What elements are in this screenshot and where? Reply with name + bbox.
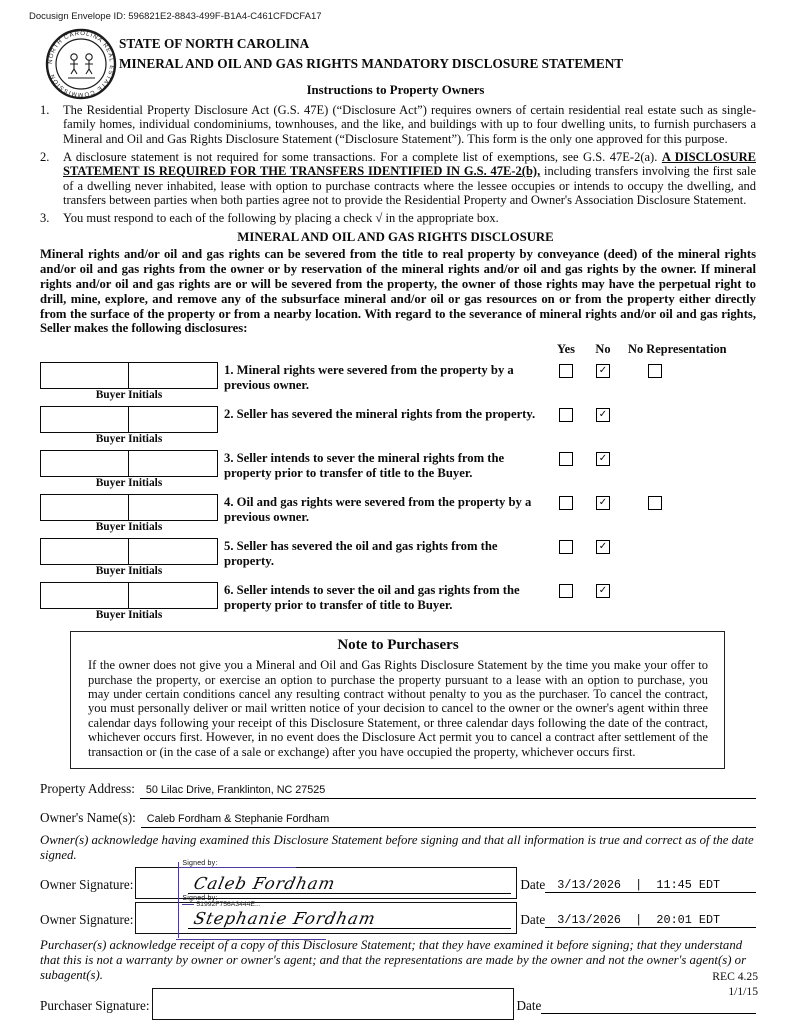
no-checkbox[interactable]: ✓ (596, 540, 610, 554)
docusign-signed-by-label: Signed by: (182, 860, 218, 868)
buyer-initials-box[interactable] (128, 406, 218, 433)
purchaser-signature-field-1[interactable] (152, 988, 514, 1020)
item-number: 3. (40, 210, 50, 225)
property-address-row (40, 781, 756, 799)
buyer-initials-cell (40, 492, 224, 533)
state-title: STATE OF NORTH CAROLINA (119, 36, 310, 51)
owner-signature-label: Owner Signature: (40, 912, 134, 928)
buyer-initials-label: Buyer Initials (95, 609, 163, 622)
item-text (63, 150, 756, 208)
docusign-bracket-line (178, 897, 179, 938)
form-revision-footer (712, 969, 758, 999)
owner-signature-row-2 (40, 895, 756, 934)
table-row (40, 448, 756, 489)
property-address-label: Property Address: (40, 781, 135, 797)
owner-date-value-2: 3/13/2026 | 20:01 EDT (557, 913, 721, 928)
svg-text:NORTH CAROLINA REAL ESTATE COM: NORTH CAROLINA REAL ESTATE COMMISSION (47, 30, 115, 98)
buyer-initials-cell (40, 580, 224, 621)
purchaser-acknowledgement: Purchaser(s) acknowledge receipt of a copy of this Disclosure Statement; that they have examined it before signing; that they understand that this is not a warranty by owner or owner's agent; and that the representations are made by the owner and not the owner's agent(s) or subagent(s). (40, 938, 747, 982)
table-row (40, 360, 756, 401)
docusign-envelope-id: Docusign Envelope ID: 596821E2-8843-499F-B1A4-C461CFDCFA17 (29, 11, 322, 22)
buyer-initials-box[interactable] (40, 538, 130, 565)
buyer-initials-label: Buyer Initials (95, 521, 163, 534)
note-body: If the owner does not give you a Mineral and Oil and Gas Rights Disclosure Statement by the time you make your offer to purchase the property, or exercise an option to purchase the property pursuant to a lease with an option to purchase, you may under certain conditions cancel any resulting contract without penalty to you as the purchaser. To cancel the contract, you must personally deliver or mail written notice of your decision to cancel to the owner or the owner's agent within three calendar days following your receipt of this Disclosure Statement, or three calendar days following the date of the contract, whichever occurs first. However, in no event does the Disclosure Act permit you to cancel a contract after settlement of the transaction or (in the case of a sale or exchange) after you have occupied the property, whichever occurs first. (88, 658, 708, 759)
item-text: The Residential Property Disclosure Act (G.S. 47E) (“Disclosure Act”) requires owners of certain residential real estate such as single-family homes, individual condominiums, townhouses, and the like, and buildings with up to four dwelling units, to furnish purchasers a Mineral and Oil and Gas Rights Disclosure Statement (“Disclosure Statement”). This form is the only one approved for this purpose. (63, 102, 756, 146)
no-checkbox[interactable]: ✓ (596, 496, 610, 510)
purchaser-signature-label: Purchaser Signature: (40, 998, 150, 1014)
no-checkbox[interactable]: ✓ (596, 364, 610, 378)
owner-signature-2: Stephanie Fordham (192, 909, 379, 929)
signature-baseline (188, 928, 511, 929)
disclosure-question: 5. Seller has severed the oil and gas rights from the property. (224, 539, 498, 568)
disclosure-matrix (40, 342, 756, 621)
buyer-initials-box[interactable] (128, 538, 218, 565)
yes-checkbox[interactable] (559, 584, 573, 598)
disclosure-intro: Mineral rights and/or oil and gas rights can be severed from the title to real property by conveyance (deed) of the mineral rights and/or oil and gas rights from the owner or by reservation of the mineral rights and/or oil and gas rights by the owner. If mineral rights and/or oil and gas rights are or will be severed from the property, the owner of those rights may have the perpetual right to drill, mine, explore, and remove any of the subsurface mineral and/or oil or gas resources on or from the property either directly from the surface of the property or from a nearby location. With regard to the severance of mineral rights and/or oil and gas rights, Seller makes the following disclosures: (40, 247, 756, 336)
date-label: Date (520, 877, 546, 893)
docusign-id-code (182, 901, 260, 908)
instruction-item-3 (40, 211, 756, 226)
owners-name-label: Owner's Name(s): (40, 810, 136, 826)
buyer-initials-box[interactable] (40, 494, 130, 521)
owner-acknowledgement: Owner(s) acknowledge having examined this Disclosure Statement before signing and that all information is true and correct as of the date signed. (40, 833, 754, 862)
owner-date-line-2[interactable] (545, 911, 756, 928)
owners-name-row (40, 810, 756, 828)
owner-signature-1: Caleb Fordham (192, 874, 338, 894)
disclosure-question: 1. Mineral rights were severed from the property by a previous owner. (224, 363, 514, 392)
purchaser-signature-row-1 (40, 983, 756, 1020)
docusign-signed-by-label: Signed by: (182, 895, 218, 903)
buyer-initials-box[interactable] (40, 450, 130, 477)
no-checkbox[interactable]: ✓ (596, 452, 610, 466)
col-header-no: No (595, 342, 611, 357)
disclosure-question: 6. Seller intends to sever the oil and gas rights from the property prior to transfer of title to Buyer. (224, 583, 520, 612)
signature-baseline (188, 893, 511, 894)
buyer-initials-box[interactable] (40, 406, 130, 433)
buyer-initials-box[interactable] (128, 450, 218, 477)
instruction-item-1 (40, 103, 756, 147)
buyer-initials-box[interactable] (40, 362, 130, 389)
docusign-id-text: 51992F756A3444E... (196, 901, 261, 909)
buyer-initials-label: Buyer Initials (95, 433, 163, 446)
date-label: Date (516, 998, 542, 1014)
note-to-purchasers-box (70, 631, 725, 769)
item-text: You must respond to each of the following by placing a check √ in the appropriate box. (63, 210, 499, 225)
buyer-initials-label: Buyer Initials (95, 565, 163, 578)
yes-checkbox[interactable] (559, 452, 573, 466)
form-title-block (119, 34, 755, 74)
no-checkbox[interactable]: ✓ (596, 584, 610, 598)
disclosure-question: 4. Oil and gas rights were severed from the property by a previous owner. (224, 495, 532, 524)
table-row (40, 404, 756, 445)
disclosure-heading: MINERAL AND OIL AND GAS RIGHTS DISCLOSURE (237, 230, 554, 245)
buyer-initials-label: Buyer Initials (95, 389, 163, 402)
matrix-header (40, 342, 756, 357)
item-text-emphasis: A DISCLOSURE STATEMENT IS REQUIRED FOR THE TRANSFERS IDENTIFIED IN G.S. 47E-2(b), (63, 149, 756, 179)
disclosure-question: 3. Seller intends to sever the mineral rights from the property prior to transfer of title to the Buyer. (224, 451, 505, 480)
owner-date-line-1[interactable] (545, 876, 756, 893)
item-number: 1. (40, 102, 50, 117)
rec-date: 1/1/15 (728, 985, 758, 999)
note-title: Note to Purchasers (337, 637, 459, 654)
buyer-initials-cell (40, 448, 224, 489)
docusign-bracket-line (178, 867, 296, 868)
col-header-yes: Yes (557, 342, 575, 357)
buyer-initials-cell (40, 360, 224, 401)
disclosure-question: 2. Seller has severed the mineral rights from the property. (224, 407, 536, 422)
buyer-initials-label: Buyer Initials (95, 477, 163, 490)
buyer-initials-cell (40, 404, 224, 445)
docusign-bracket-line (182, 904, 194, 905)
instructions-heading: Instructions to Property Owners (306, 82, 485, 97)
item-text-post: including transfers involving the first sale of a dwelling never inhabited, lease with option to purchase contracts where the lessee occupies or intends to occupy the dwelling, and transfers between parties when both parties agree not to provide the Residential Property and Owner's Association Disclosure Statement. (63, 164, 757, 208)
owner-signature-row-1 (40, 860, 756, 899)
nc-real-estate-commission-seal (44, 26, 118, 107)
date-label: Date (520, 912, 546, 928)
item-number: 2. (40, 149, 50, 164)
yes-checkbox[interactable] (559, 408, 573, 422)
seal-figures-icon (68, 54, 95, 78)
owner-date-value-1: 3/13/2026 | 11:45 EDT (557, 878, 721, 893)
owners-name-input[interactable]: Caleb Fordham & Stephanie Fordham (141, 813, 756, 828)
table-row (40, 536, 756, 577)
no-checkbox[interactable]: ✓ (596, 408, 610, 422)
item-text-pre: A disclosure statement is not required for some transactions. For a complete list of exemptions, see G.S. 47E-2(a). (63, 149, 662, 164)
col-header-no-representation: No Representation (628, 342, 727, 357)
no-representation-checkbox[interactable] (648, 364, 662, 378)
property-address-input[interactable]: 50 Lilac Drive, Franklinton, NC 27525 (140, 784, 756, 799)
owner-signature-field-2[interactable] (135, 895, 517, 934)
instruction-item-2 (40, 150, 756, 208)
yes-checkbox[interactable] (559, 364, 573, 378)
form-title: MINERAL AND OIL AND GAS RIGHTS MANDATORY DISCLOSURE STATEMENT (119, 55, 624, 71)
yes-checkbox[interactable] (559, 496, 573, 510)
buyer-initials-cell (40, 536, 224, 577)
buyer-initials-box[interactable] (128, 362, 218, 389)
instructions-list (40, 103, 756, 226)
buyer-initials-box[interactable] (128, 494, 218, 521)
table-row (40, 580, 756, 621)
buyer-initials-box[interactable] (40, 582, 130, 609)
owner-signature-label: Owner Signature: (40, 877, 134, 893)
yes-checkbox[interactable] (559, 540, 573, 554)
no-representation-checkbox[interactable] (648, 496, 662, 510)
rec-number: REC 4.25 (712, 970, 758, 983)
purchaser-date-line-1[interactable] (541, 997, 756, 1014)
docusign-bracket-line (176, 939, 326, 940)
table-row (40, 492, 756, 533)
buyer-initials-box[interactable] (128, 582, 218, 609)
